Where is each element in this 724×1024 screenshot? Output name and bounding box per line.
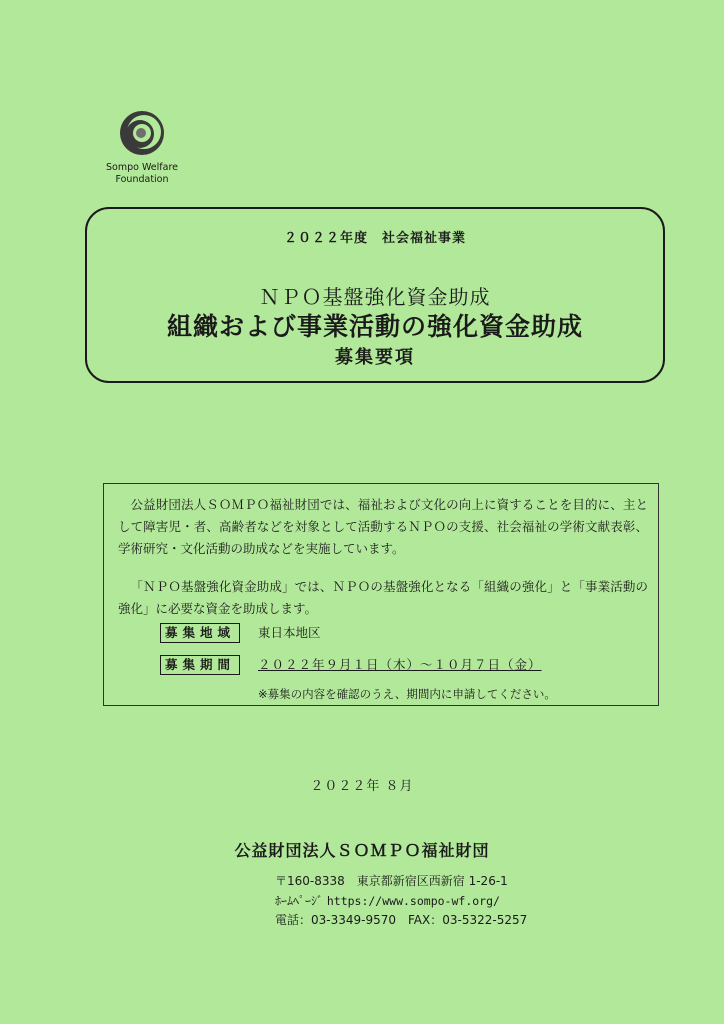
info-box [103,483,659,706]
application-note: ※募集の内容を確認のうえ、期間内に申請してください。 [258,687,556,701]
issue-date: ２０２２年 ８月 [310,779,414,794]
homepage-line [275,892,500,909]
guide-title: 募集要項 [335,347,415,368]
foundation-logo [92,108,192,186]
homepage-label: ﾎｰﾑﾍﾟｰｼﾞ [275,894,324,908]
logo-name-line2: Foundation [115,174,169,185]
recruitment-area-row [160,622,321,644]
area-label: 募集地域 [160,623,240,643]
rings-logo-icon [117,108,167,158]
organization-name: 公益財団法人ＳＯＭＰＯ福祉財団 [234,841,490,860]
period-value: ２０２２年９月１日（木）～１０月７日（金） [258,657,542,672]
title-box [85,207,665,383]
area-value: 東日本地区 [258,625,321,640]
program-title: 組織および事業活動の強化資金助成 [166,312,583,341]
program-subtitle: ＮＰＯ基盤強化資金助成 [259,285,491,309]
phone-fax: 電話：03-3349-9570 FAX：03-5322-5257 [275,913,528,927]
logo-name [92,162,192,186]
intro-paragraph: 公益財団法人ＳＯＭＰＯ福祉財団では、福祉および文化の向上に資することを目的に、主として障害児・者、高齢者などを対象として活動するＮＰＯの支援、社会福祉の学術文献表彰、学術研究・文化活動の助成などを実施しています。 [118,497,648,556]
recruitment-period-row [160,654,542,676]
homepage-url[interactable]: https://www.sompo-wf.org/ [326,894,500,908]
postal-address: 〒160-8338 東京都新宿区西新宿 1-26-1 [275,874,508,888]
fiscal-year-heading: ２０２２年度 社会福祉事業 [283,231,466,246]
logo-name-line1: Sompo Welfare [106,162,178,173]
program-paragraph: 「ＮＰＯ基盤強化資金助成」では、ＮＰＯの基盤強化となる「組織の強化」と「事業活動の強化」に必要な資金を助成します。 [118,579,648,616]
period-label: 募集期間 [160,655,240,675]
